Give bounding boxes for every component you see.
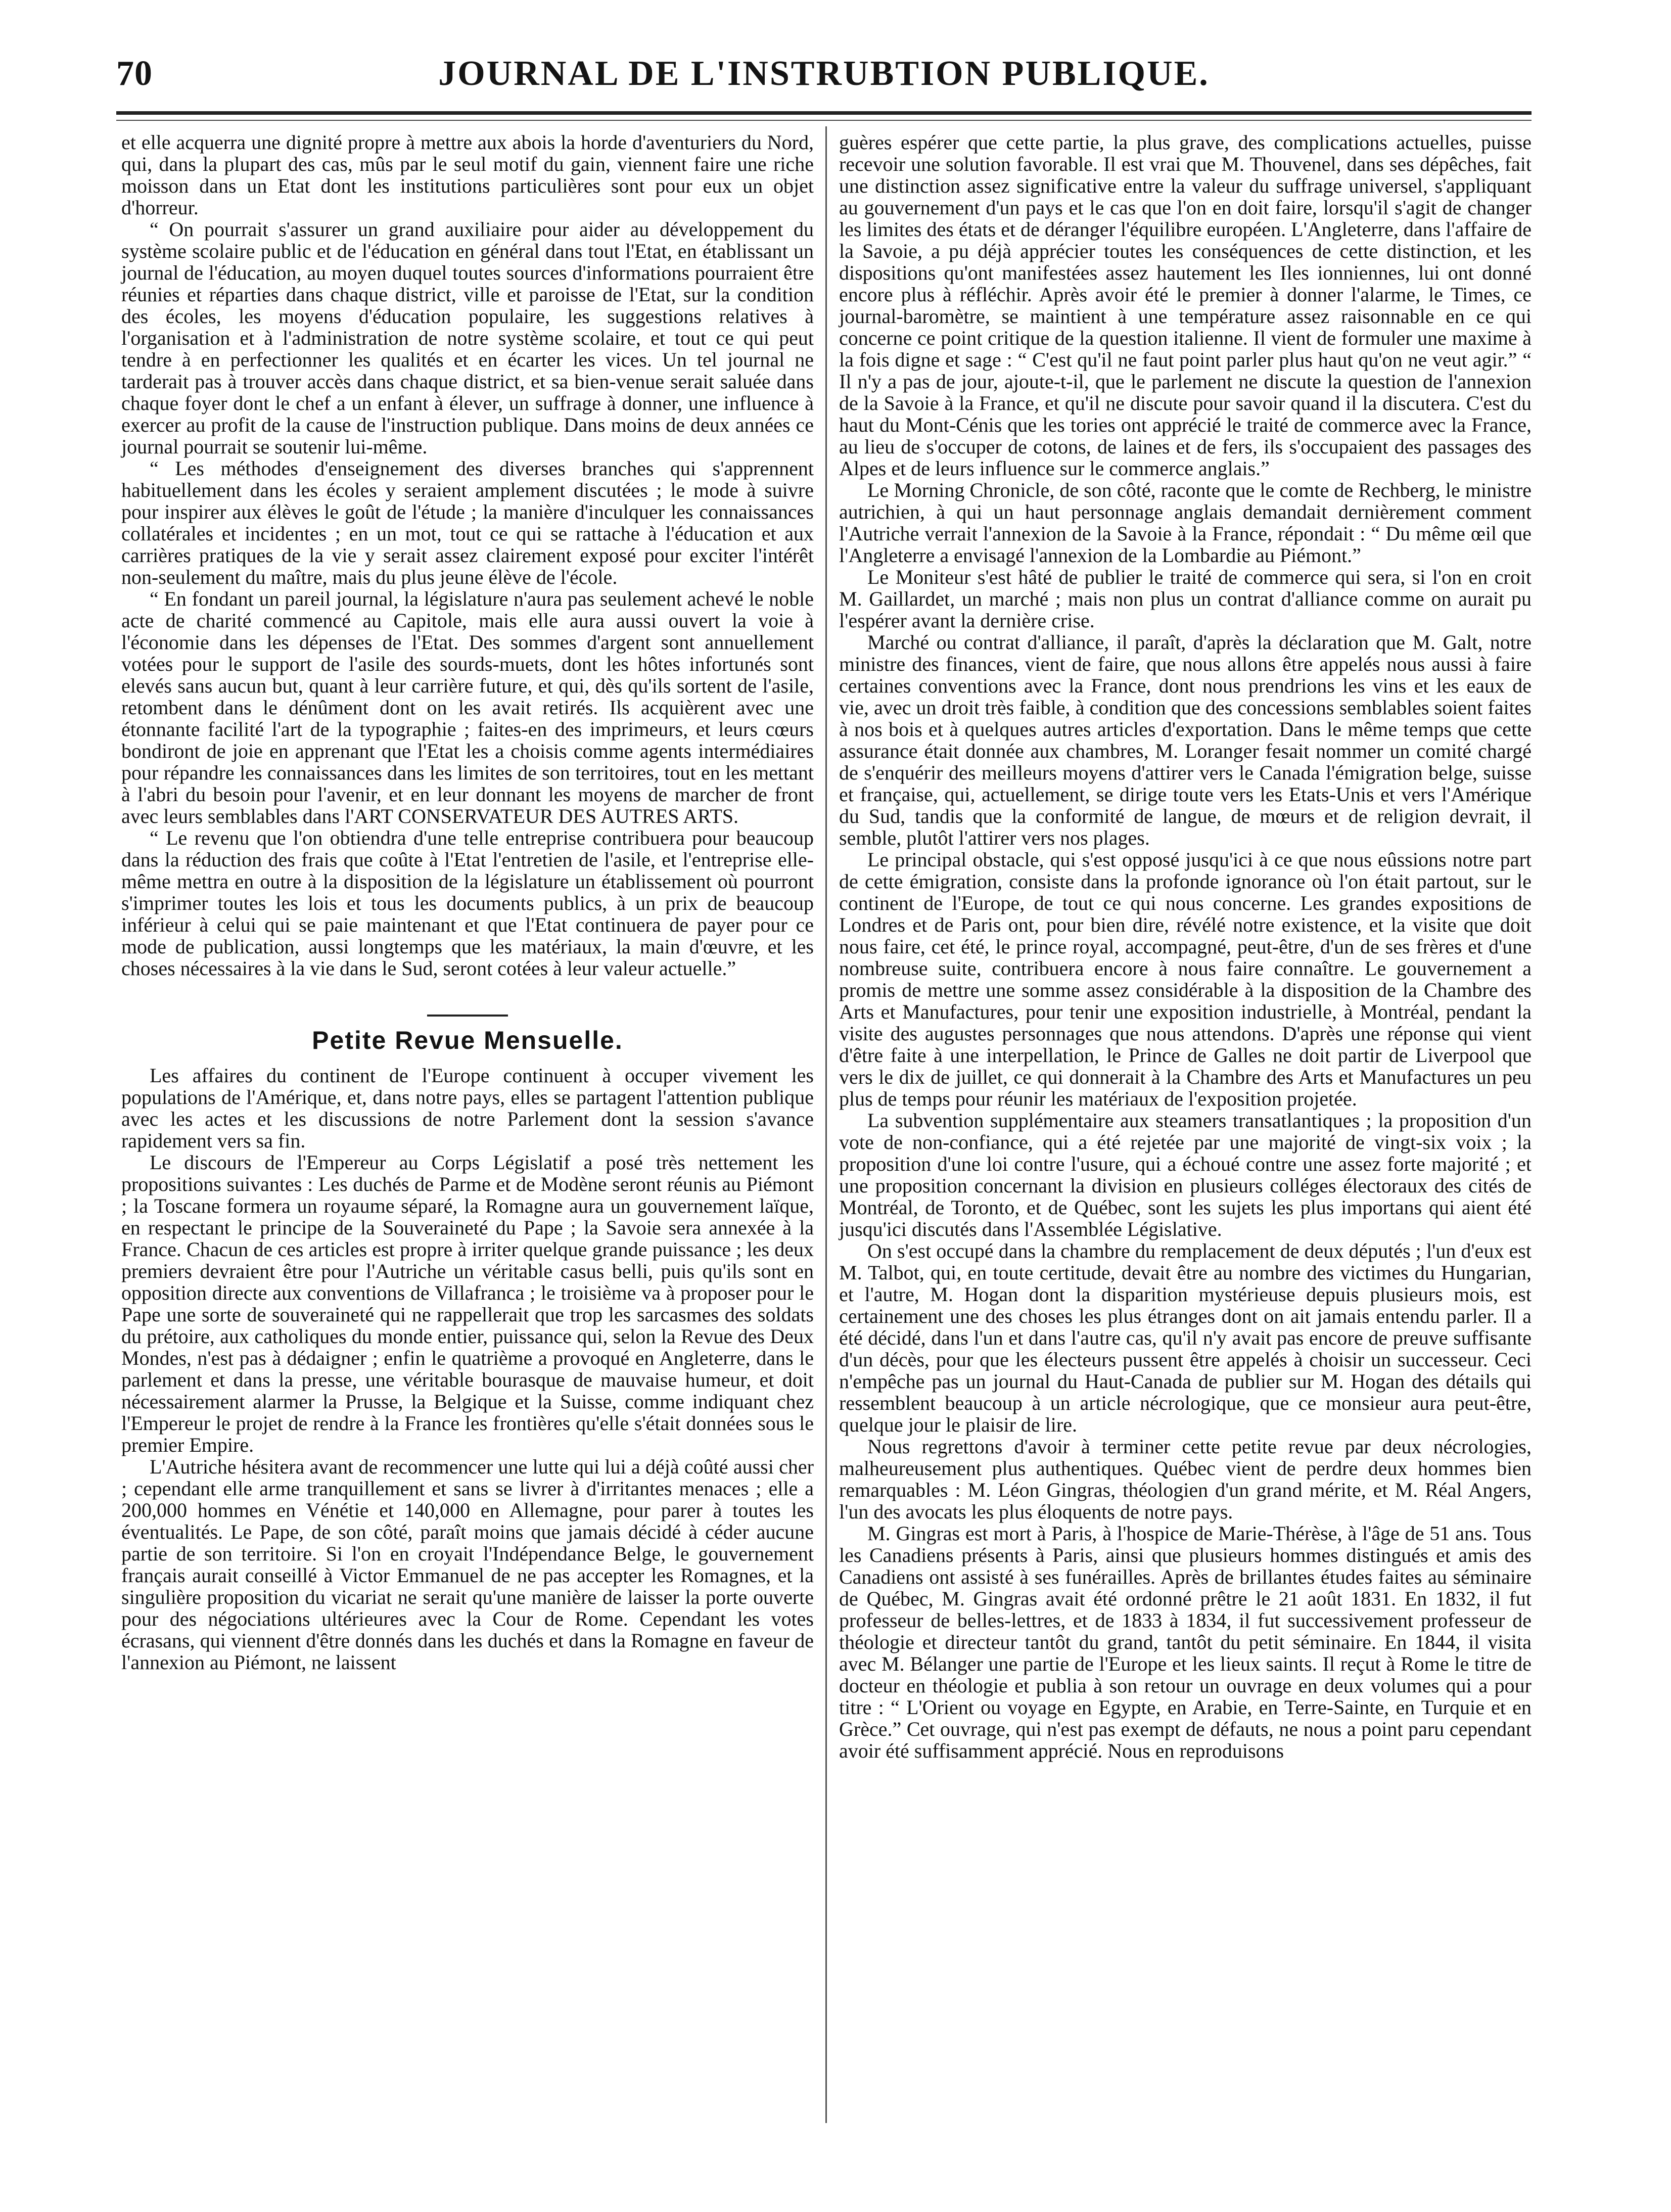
paragraph: Les affaires du continent de l'Europe continuent à occuper vivement les populations de l'Amérique, et, dans notre pays, elles se partagent l'attention publique avec les actes et les discussions de notre Parlement dont la session s'avance rapidement vers sa fin.	[121, 1064, 814, 1152]
paragraph: Le principal obstacle, qui s'est opposé jusqu'ici à ce que nous eûssions notre part de cette émigration, consiste dans la profonde ignorance où l'on était partout, sur le continent de l'Europe, de tout ce qui nous concerne. Les grandes expositions de Londres et de Paris ont, pour bien dire, révélé notre existence, et la visite que doit nous faire, cet été, le prince royal, accompagné, peut-être, d'un de ses frères et d'une nombreuse suite, contribuera encore à nous faire connaître. Le gouvernement a promis de mettre une somme assez considérable à la disposition de la Chambre des Arts et Manufactures, pour tenir une exposition industrielle, à Montréal, pendant la visite des augustes personnages que nous attendons. D'après une réponse qui vient d'être faite à une interpellation, le Prince de Galles ne doit partir de Liverpool que vers le dix de juillet, ce qui donnerait à la Chambre des Arts et Manufactures un peu plus de temps pour réunir les matériaux de l'exposition projetée.	[839, 848, 1531, 1110]
paragraph: “ En fondant un pareil journal, la législature n'aura pas seulement achevé le noble acte de charité commencé au Capitole, mais elle aura aussi ouvert la voie à l'économie dans les dépenses de l'Etat. Des sommes d'argent sont annuellement votées pour le support de l'asile des sourds-muets, dont les hôtes infortunés sont elevés sans aucun but, quant à leur carrière future, et qui, dès qu'ils sortent de l'asile, retombent dans le dénûment dont on les avait retirés. Ils acquièrent avec une étonnante facilité l'art de la typographie ; faites-en des imprimeurs, et leurs cœurs bondiront de joie en apprenant que l'Etat les a choisis comme agents intermédiaires pour répandre les connaissances dans les limites de son territoires, tout en les mettant à l'abri du besoin pour l'avenir, et en leur donnant les moyens de marcher de front avec leurs semblables dans l'ART CONSERVATEUR DES AUTRES ARTS.	[121, 587, 814, 827]
paragraph: et elle acquerra une dignité propre à mettre aux abois la horde d'aventuriers du Nord, qui, dans la plupart des cas, mûs par le seul motif du gain, viennent faire une riche moisson dans un Etat dont les institutions particulières sont pour eux un objet d'horreur.	[121, 131, 814, 219]
paragraph: “ Le revenu que l'on obtiendra d'une telle entreprise contribuera pour beaucoup dans la réduction des frais que coûte à l'Etat l'entretien de l'asile, et l'entreprise elle-même mettra en outre à la disposition de la législature un établissement où pourront s'imprimer toutes les lois et tous les documents publics, à un prix de beaucoup inférieur à celui qui se paie maintenant et que l'Etat continuera de payer pour ce mode de publication, aussi longtemps que les matériaux, la main d'œuvre, et les choses nécessaires à la vie dans le Sud, seront cotées à leur valeur actuelle.”	[121, 826, 814, 980]
left-column	[121, 131, 814, 1673]
paragraph: guères espérer que cette partie, la plus grave, des complications actuelles, puisse recevoir une solution favorable. Il est vrai que M. Thouvenel, dans ses dépêches, fait une distinction assez significative entre la valeur du suffrage universel, s'appliquant au gouvernement d'un pays et le cas que l'on en doit faire, lorsqu'il s'agit de changer les limites des états et de déranger l'équilibre européen. L'Angleterre, dans l'affaire de la Savoie, a pu déjà apprécier toutes les conséquences de cette distinction, et les dispositions qu'ont manifestées assez hautement les Iles ionniennes, lui ont donné encore plus à réfléchir. Après avoir été le premier à donner l'alarme, le Times, ce journal-baromètre, se maintient à une température assez raisonnable en ce qui concerne ce point critique de la question italienne. Il vient de formuler une maxime à la fois digne et sage : “ C'est qu'il ne faut point parler plus haut qu'on ne veut agir.” “ Il n'y a pas de jour, ajoute-t-il, que le parlement ne discute la question de l'annexion de la Savoie à la France, et qu'il ne discute pour savoir quand il la discutera. C'est du haut du Mont-Cénis que les tories ont apprécié le traité de commerce avec la France, au lieu de s'occuper de cotons, de laines et de fers, ils s'occupaient des passages des Alpes et de leurs influence sur le commerce anglais.”	[839, 131, 1531, 480]
paragraph: “ On pourrait s'assurer un grand auxiliaire pour aider au développement du système scolaire public et de l'éducation en général dans tout l'Etat, en établissant un journal de l'éducation, au moyen duquel toutes sources d'informations pourraient être réunies et réparties dans chaque district, ville et paroisse de l'Etat, sur la condition des écoles, les moyens d'éducation populaire, les suggestions relatives à l'organisation et à l'administration de notre système scolaire, et tout ce qui peut tendre à en perfectionner les qualités et en écarter les vices. Un tel journal ne tarderait pas à trouver accès dans chaque district, et sa bien-venue serait saluée dans chaque foyer dont le chef a un enfant à élever, un suffrage à donner, une influence à exercer au profit de la cause de l'instruction publique. Dans moins de deux années ce journal pourrait se soutenir lui-même.	[121, 218, 814, 458]
paragraph: Le Morning Chronicle, de son côté, raconte que le comte de Rechberg, le ministre autrichien, à qui un haut personnage anglais demandait dernièrement comment l'Autriche verrait l'annexion de la Savoie à la France, répondait : “ Du même œil que l'Angleterre a envisagé l'annexion de la Lombardie au Piémont.”	[839, 479, 1531, 567]
column-divider	[825, 126, 827, 2123]
paragraph: M. Gingras est mort à Paris, à l'hospice de Marie-Thérèse, à l'âge de 51 ans. Tous les Canadiens présents à Paris, ainsi que plusieurs hommes distingués et amis des Canadiens ont assisté à ses funérailles. Après de brillantes études faites au séminaire de Québec, M. Gingras avait été ordonné prêtre le 21 août 1831. En 1832, il fut professeur de belles-lettres, et de 1833 à 1834, il fut successivement professeur de théologie et directeur tantôt du grand, tantôt du petit séminaire. En 1844, il visita avec M. Bélanger une partie de l'Europe et les lieux saints. Il reçut à Rome le titre de docteur en théologie et publia à son retour un ouvrage en deux volumes qui a pour titre : “ L'Orient ou voyage en Egypte, en Arabie, en Terre-Sainte, en Turquie et en Grèce.” Cet ouvrage, qui n'est pas exempt de défauts, ne nous a point paru cependant avoir été suffisamment apprécié. Nous en reproduisons	[839, 1522, 1531, 1762]
paragraph: “ Les méthodes d'enseignement des diverses branches qui s'apprennent habituellement dans les écoles y seraient amplement discutées ; le mode à suivre pour inspirer aux élèves le goût de l'étude ; la manière d'inculquer les connaissances collatérales et incidentes ; en un mot, tout ce qui se rattache à l'éducation et aux carrières pratiques de la vie y serait assez clairement exposé pour exciter l'intérêt non-seulement du maître, mais du plus jeune élève de l'école.	[121, 457, 814, 588]
paragraph: On s'est occupé dans la chambre du remplacement de deux députés ; l'un d'eux est M. Talbot, qui, en toute certitude, devait être au nombre des victimes du Hungarian, et l'autre, M. Hogan dont la disparition mystérieuse depuis plusieurs mois, est certainement une des choses les plus étranges dont on ait jamais entendu parler. Il a été décidé, dans l'un et dans l'autre cas, qu'il n'y avait pas encore de preuve suffisante d'un décès, pour que les électeurs pussent être appelés à choisir un successeur. Ceci n'empêche pas un journal du Haut-Canada de publier sur M. Hogan des détails qui ressemblent beaucoup à un article nécrologique, que ce monsieur aura peut-être, quelque jour le plaisir de lire.	[839, 1239, 1531, 1436]
paragraph: Le discours de l'Empereur au Corps Législatif a posé très nettement les propositions suivantes : Les duchés de Parme et de Modène seront réunis au Piémont ; la Toscane formera un royaume séparé, la Romagne aura un gouvernement laïque, en respectant le principe de la Souveraineté du Pape ; la Savoie sera annexée à la France. Chacun de ces articles est propre à irriter quelque grande puissance ; les deux premiers devraient être pour l'Autriche un véritable casus belli, puis qu'ils sont en opposition directe aux conventions de Villafranca ; le troisième va à proposer pour le Pape une sorte de souveraineté qui ne rappellerait que trop les sarcasmes des soldats du prétoire, aux catholiques du monde entier, puissance qui, selon la Revue des Deux Mondes, n'est pas à dédaigner ; enfin le quatrième a provoqué en Angleterre, dans le parlement et dans la presse, une véritable bourasque de mauvaise humeur, et doit nécessairement alarmer la Prusse, la Belgique et la Suisse, comme indiquant chez l'Empereur le projet de rendre à la France les frontières qu'elle s'était données sous le premier Empire.	[121, 1151, 814, 1456]
paragraph: L'Autriche hésitera avant de recommencer une lutte qui lui a déjà coûté aussi cher ; cependant elle arme tranquillement et sans se livrer à d'irritantes menaces ; elle a 200,000 hommes en Vénétie et 140,000 en Allemagne, pour parer à toutes les éventualités. Le Pape, de son côté, paraît moins que jamais décidé à céder aucune partie de son territoire. Si l'on en croyait l'Indépendance Belge, le gouvernement français aurait conseillé à Victor Emmanuel de ne pas accepter les Romagnes, et la singulière proposition du vicariat ne serait qu'une manière de laisser la porte ouverte pour des négociations ultérieures avec la Cour de Rome. Cependant les votes écrasans, qui viennent d'être donnés dans les duchés et dans la Romagne en faveur de l'annexion au Piémont, ne laissent	[121, 1455, 814, 1674]
page-number: 70	[116, 54, 153, 93]
paragraph: Le Moniteur s'est hâté de publier le traité de commerce qui sera, si l'on en croit M. Gaillardet, un marché ; mais non plus un contrat d'alliance comme on aurait pu l'espérer avant la dernière crise.	[839, 566, 1531, 632]
right-column	[839, 131, 1531, 1762]
journal-title: JOURNAL DE L'INSTRUBTION PUBLIQUE.	[438, 54, 1210, 93]
paragraph: Marché ou contrat d'alliance, il paraît, d'après la déclaration que M. Galt, notre ministre des finances, vient de faire, que nous allons être appelés nous aussi à faire certaines conventions avec la France, dont nous prendrions les vins et les eaux de vie, avec un droit très faible, à condition que des concessions semblables soient faites à nos bois et à quelques autres articles d'exportation. Dans le même temps que cette assurance était donnée aux chambres, M. Loranger fesait nommer un comité chargé de s'enquérir des meilleurs moyens d'attirer vers le Canada l'émigration belge, suisse et française, qui, actuellement, se dirige toute vers les Etats-Unis et vers l'Amérique du Sud, tandis que la conformité de langue, de mœurs et de religion devrait, il semble, plutôt l'attirer vers nos plages.	[839, 631, 1531, 849]
section-divider	[427, 1015, 508, 1017]
section-title: Petite Revue Mensuelle.	[312, 1026, 623, 1054]
page-header	[116, 51, 1531, 101]
paragraph: Nous regrettons d'avoir à terminer cette petite revue par deux nécrologies, malheureusement plus authentiques. Québec vient de perdre deux hommes bien remarquables : M. Léon Gingras, théologien d'un grand mérite, et M. Réal Angers, l'un des avocats les plus éloquents de notre pays.	[839, 1435, 1531, 1523]
header-rule-thick	[116, 111, 1531, 115]
paragraph: La subvention supplémentaire aux steamers transatlantiques ; la proposition d'un vote de non-confiance, qui a été rejetée par une majorité de vingt-six voix ; la proposition d'une loi contre l'usure, qui a échoué contre une assez forte majorité ; et une proposition concernant la division en plusieurs colléges électoraux des cités de Montréal, de Toronto, et de Québec, sont les sujets les plus importans qui aient été jusqu'ici discutés dans l'Assemblée Législative.	[839, 1109, 1531, 1240]
header-rule-thin	[116, 120, 1531, 121]
